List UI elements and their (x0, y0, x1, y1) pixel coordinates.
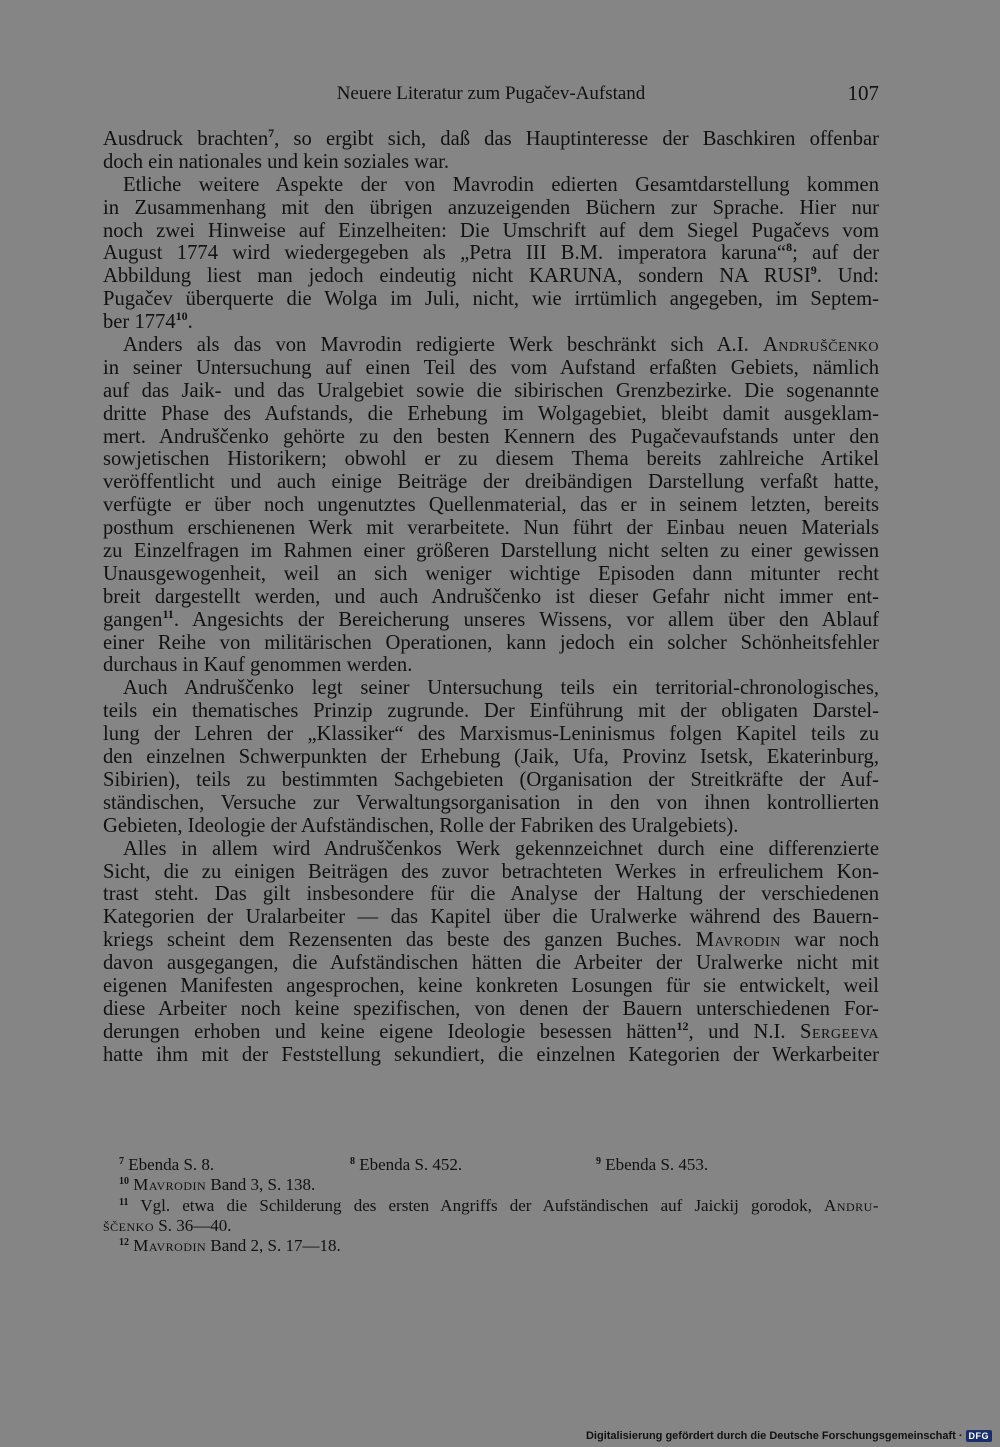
text-line: in Zusammenhang mit den übrigen anzuzeigenden Büchern zur Sprache. Hier nur (103, 196, 879, 219)
footnote-ref: 9 (810, 263, 817, 278)
footnote-ref: 8 (786, 240, 793, 255)
text-line: Kategorien der Uralarbeiter — das Kapitel über die Uralwerke während des Bauern- (103, 906, 879, 929)
text-line: ber 1774$^{10}$. (103, 309, 193, 334)
author-name: Andruščenko (762, 334, 879, 357)
text-line: eigenen Manifesten angesprochen, keine konkreten Losungen für sie entwickelt, weil (103, 974, 879, 997)
text-line: teils ein thematisches Prinzip zugrunde. Der Einführung mit der obligaten Darstel- (103, 700, 879, 723)
text-line: trast steht. Das gilt insbesondere für die Analyse der Haltung der verschiedenen (103, 883, 879, 906)
text-line: kriegs scheint dem Rezensenten das beste des ganzen Buches. Mavrodin war noch (103, 929, 879, 952)
text-line: davon ausgegangen, die Aufständischen hätten die Arbeiter der Uralwerke nicht mit (103, 952, 879, 975)
footnote-12: $^{12}$ Mavrodin Band 2, S. 17—18. (119, 1236, 341, 1256)
text-line: Gebieten, Ideologie der Aufständischen, Rolle der Fabriken des Uralgebiets). (103, 814, 739, 837)
author-name: Sergeeva (800, 1020, 879, 1043)
text-line: noch zwei Hinweise auf Einzelheiten: Die Umschrift auf dem Siegel Pugačevs vom (103, 219, 879, 242)
credit-text: Digitalisierung gefördert durch die Deutsche Forschungsgemeinschaft · (585, 1430, 963, 1442)
footnote-line (103, 1155, 879, 1175)
text-line: hatte ihm mit der Feststellung sekundiert, die einzelnen Kategorien der Werkarbeiter (103, 1043, 879, 1066)
footnote-11: $^{11}$ Vgl. etwa die Schilderung des ersten Angriffs der Aufständischen auf Jaickij gorodok, Andru- (119, 1195, 879, 1215)
footnote-ref: 12 (676, 1018, 689, 1033)
text-line: gangen$^{11}$. Angesichts der Bereicherung unseres Wissens, vor allem über den Ablauf (103, 606, 879, 631)
footnotes (103, 1155, 879, 1256)
text-line: Sibirien), teils zu bestimmten Sachgebieten (Organisation der Streitkräfte der Auf- (103, 768, 879, 791)
footnote-8: $^8$ Ebenda S. 452. (350, 1155, 463, 1174)
text-line: veröffentlicht und auch einige Beiträge der dreibändigen Darstellung verfaßt hatte, (103, 471, 879, 494)
text-line: Etliche weitere Aspekte der von Mavrodin edierten Gesamtdarstellung kommen (123, 173, 879, 196)
digitization-credit (586, 1428, 992, 1444)
text-line: sowjetischen Historikern; obwohl er zu diesem Thema bereits zahlreiche Artikel (103, 448, 879, 471)
text-line: zu Einzelfragen im Rahmen einer größeren Darstellung nicht selten zu einer gewissen (103, 540, 879, 563)
footnote-ref: 10 (175, 309, 188, 324)
footnote-10: $^{10}$ Mavrodin Band 3, S. 138. (119, 1175, 316, 1195)
text-line: Pugačev überquerte die Wolga im Juli, nicht, wie irrtümlich angegeben, im Septem- (103, 288, 879, 311)
text-line: mert. Andruščenko gehörte zu den besten Kennern des Pugačevaufstands unter den (103, 425, 879, 448)
text-line: Sicht, die zu einigen Beiträgen des zuvor betrachteten Werkes in erfreulichem Kon- (103, 860, 879, 883)
text-line: posthum erschienenen Werk mit verarbeitete. Nun führt der Einbau neuen Materials (103, 517, 879, 540)
text-line: Unausgewogenheit, weil an sich weniger wichtige Episoden dann mitunter recht (103, 562, 879, 585)
running-title: Neuere Literatur zum Pugačev-Aufstand (336, 83, 646, 104)
text-line: Alles in allem wird Andruščenkos Werk gekennzeichnet durch eine differenzierte (123, 837, 879, 860)
body-text (103, 128, 879, 1067)
dfg-logo: DFG (966, 1430, 993, 1442)
footnote-7: $^7$ Ebenda S. 8. (119, 1155, 215, 1174)
text-line: diese Arbeiter noch keine spezifischen, von denen der Bauern unterschiedenen For- (103, 997, 879, 1020)
text-line: derungen erhoben und keine eigene Ideologie besessen hätten$^{12}$, und N.I. Sergeeva (103, 1018, 879, 1043)
text-line: auf das Jaik- und das Uralgebiet sowie die sibirischen Grenzbezirke. Die sogenannte (103, 379, 879, 402)
text-line: ständischen, Versuche zur Verwaltungsorganisation in den von ihnen kontrollierten (103, 791, 879, 814)
text-line: lung der Lehren der „Klassiker“ des Marxismus-Leninismus folgen Kapitel teils zu (103, 723, 879, 746)
text-line: doch ein nationales und kein soziales war. (103, 150, 449, 173)
author-name: Mavrodin (695, 929, 781, 952)
footnote-ref: 11 (162, 606, 174, 621)
text-line: Abbildung liest man jedoch eindeutig nicht KARUNA, sondern NA RUSI$^9$. Und: (103, 263, 879, 288)
text-line: Auch Andruščenko legt seiner Untersuchung teils ein territorial-chronologisches, (123, 677, 879, 700)
text-line: Ausdruck brachten$^7$, so ergibt sich, daß das Hauptinteresse der Baschkiren offenbar (103, 126, 879, 150)
footnote-9: $^9$ Ebenda S. 453. (596, 1155, 709, 1174)
text-line: den einzelnen Schwerpunkten der Erhebung (Jaik, Ufa, Provinz Isetsk, Ekaterinburg, (103, 746, 879, 769)
text-line: einer Reihe von militärischen Operationen, kann jedoch ein solcher Schönheitsfehler (103, 631, 879, 654)
text-line: durchaus in Kauf genommen werden. (103, 654, 413, 677)
text-line: breit dargestellt werden, und auch Andruščenko ist dieser Gefahr nicht immer ent- (103, 585, 879, 608)
text-line: Anders als das von Mavrodin redigierte Werk beschränkt sich A.I. Andruščenko (123, 334, 879, 357)
text-line: verfügte er über noch ungenutztes Quellenmaterial, das er in seinem letzten, bereits (103, 494, 879, 517)
text-line: dritte Phase des Aufstands, die Erhebung im Wolgagebiet, bleibt damit ausgeklam- (103, 402, 879, 425)
footnote-11-cont: ščenko S. 36—40. (103, 1215, 232, 1235)
footnote-ref: 7 (268, 126, 275, 140)
page-header (103, 83, 879, 109)
page-number: 107 (847, 81, 879, 105)
text-line: in seiner Untersuchung auf einen Teil des vom Aufstand erfaßten Gebiets, nämlich (103, 356, 879, 379)
text-line: August 1774 wird wiedergegeben als „Petra III B.M. imperatora karuna“$^8$; auf der (103, 240, 880, 265)
